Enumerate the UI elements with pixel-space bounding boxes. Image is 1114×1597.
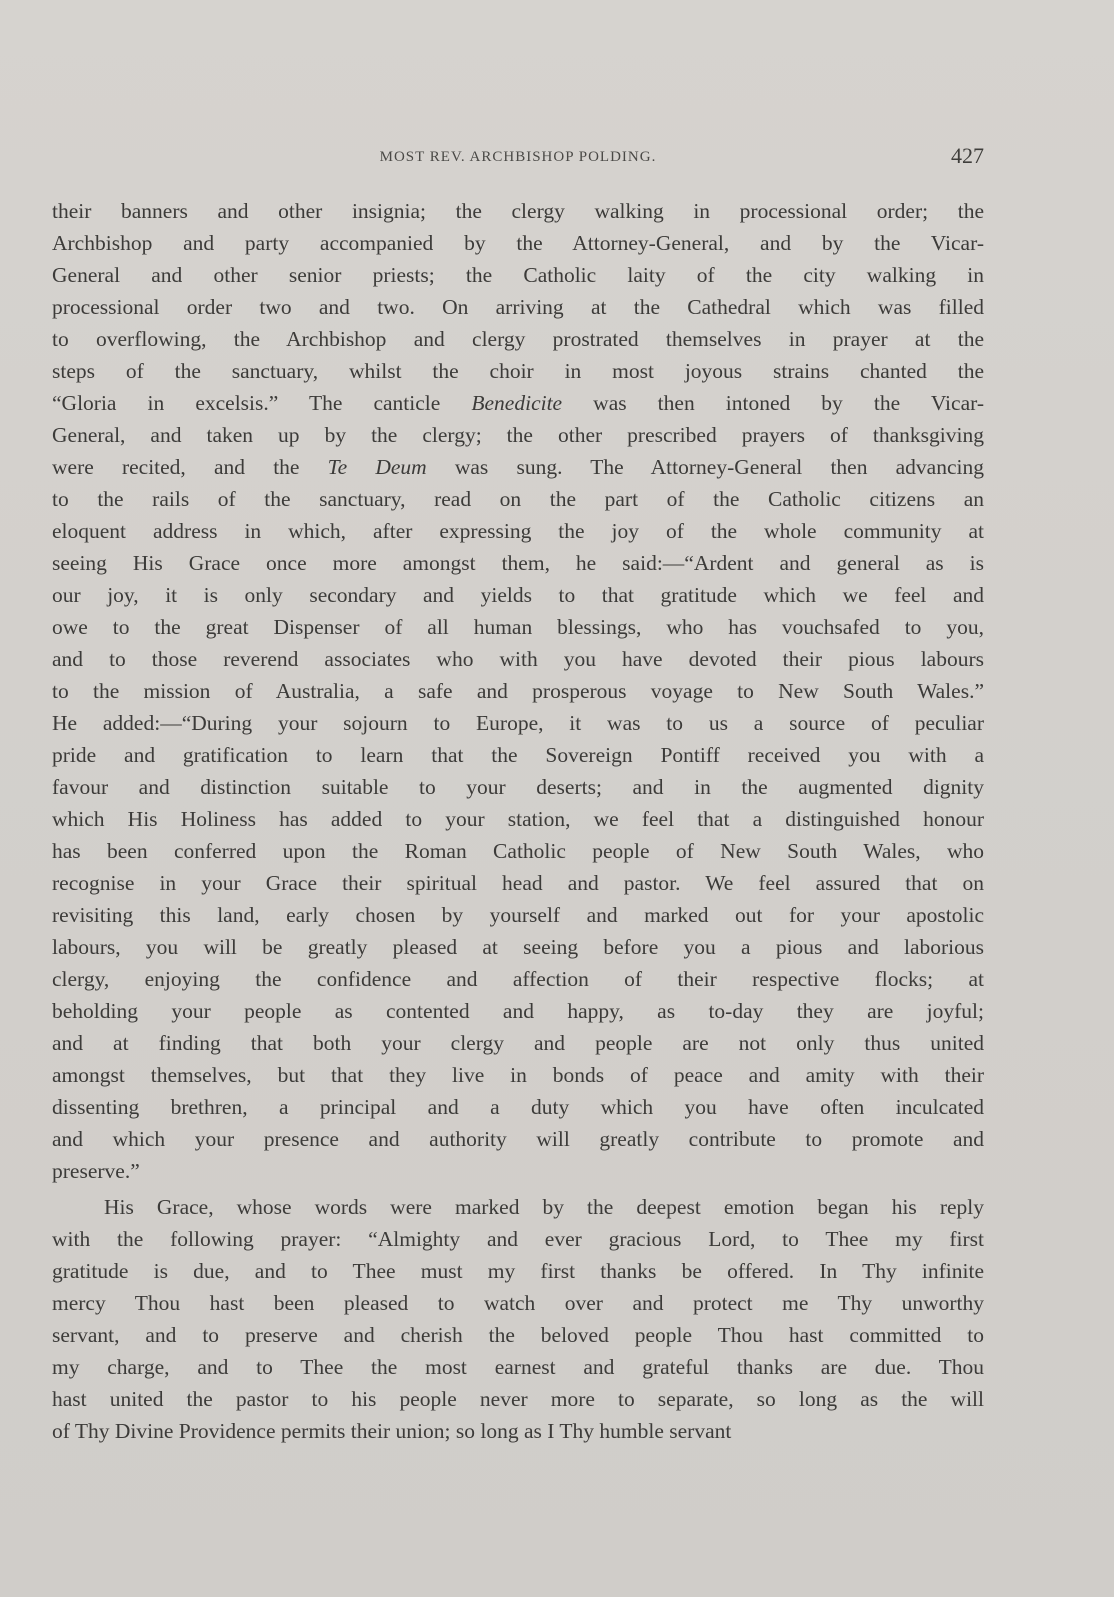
text-segment: to the mission of Australia, a safe and prosperous voyage to New South Wales.” (52, 679, 984, 703)
italic-phrase: Te Deum (327, 455, 427, 479)
text-line (52, 1415, 984, 1447)
text-line (52, 899, 984, 931)
text-segment: processional order two and two. On arriving at the Cathedral which was filled (52, 295, 984, 319)
text-line (52, 451, 984, 483)
body-text (52, 195, 984, 1447)
text-segment: of Thy Divine Providence permits their union; so long as I Thy humble servant (52, 1419, 732, 1443)
italic-phrase: Benedicite (471, 391, 563, 415)
text-line (52, 643, 984, 675)
text-line (52, 195, 984, 227)
text-segment: eloquent address in which, after expressing the joy of the whole community at (52, 519, 984, 543)
text-line (52, 419, 984, 451)
text-line (52, 259, 984, 291)
text-line (52, 1223, 984, 1255)
text-segment: which His Holiness has added to your station, we feel that a distinguished honour (52, 807, 984, 831)
text-line (52, 387, 984, 419)
text-segment: servant, and to preserve and cherish the beloved people Thou hast committed to (52, 1323, 984, 1347)
text-line (52, 963, 984, 995)
text-segment: Archbishop and party accompanied by the Attorney-General, and by the Vicar- (52, 231, 984, 255)
text-segment: dissenting brethren, a principal and a duty which you have often inculcated (52, 1095, 984, 1119)
text-segment: General and other senior priests; the Catholic laity of the city walking in (52, 263, 984, 287)
text-line (52, 739, 984, 771)
text-line (52, 483, 984, 515)
text-line (52, 1383, 984, 1415)
text-segment: favour and distinction suitable to your deserts; and in the augmented dignity (52, 775, 984, 799)
text-line (52, 227, 984, 259)
text-segment: their banners and other insignia; the clergy walking in processional order; the (52, 199, 984, 223)
text-line (52, 547, 984, 579)
text-segment: seeing His Grace once more amongst them, he said:—“Ardent and general as is (52, 551, 984, 575)
text-line (52, 995, 984, 1027)
text-line (52, 1191, 984, 1223)
text-segment: His Grace, whose words were marked by the deepest emotion began his reply (104, 1195, 984, 1219)
text-segment: General, and taken up by the clergy; the other prescribed prayers of thanksgiving (52, 423, 984, 447)
running-head (52, 143, 984, 171)
text-segment: He added:—“During your sojourn to Europe, it was to us a source of peculiar (52, 711, 984, 735)
text-segment: my charge, and to Thee the most earnest and grateful thanks are due. Thou (52, 1355, 984, 1379)
text-segment: gratitude is due, and to Thee must my first thanks be offered. In Thy infinite (52, 1259, 984, 1283)
text-segment: hast united the pastor to his people never more to separate, so long as the will (52, 1387, 984, 1411)
text-line (52, 1255, 984, 1287)
text-segment: recognise in your Grace their spiritual head and pastor. We feel assured that on (52, 871, 984, 895)
text-segment: and at finding that both your clergy and people are not only thus united (52, 1031, 984, 1055)
running-title: MOST REV. ARCHBISHOP POLDING. (379, 149, 657, 165)
text-line (52, 803, 984, 835)
text-segment: has been conferred upon the Roman Catholic people of New South Wales, who (52, 839, 984, 863)
text-segment: owe to the great Dispenser of all human blessings, who has vouchsafed to you, (52, 615, 984, 639)
text-line (52, 515, 984, 547)
text-segment: beholding your people as contented and happy, as to-day they are joyful; (52, 999, 984, 1023)
text-line (52, 1351, 984, 1383)
text-line (52, 1059, 984, 1091)
text-line (52, 867, 984, 899)
text-segment: clergy, enjoying the confidence and affection of their respective flocks; at (52, 967, 984, 991)
text-segment: with the following prayer: “Almighty and ever gracious Lord, to Thee my first (52, 1227, 984, 1251)
text-segment: our joy, it is only secondary and yields to that gratitude which we feel and (52, 583, 984, 607)
text-line (52, 291, 984, 323)
text-segment: and which your presence and authority will greatly contribute to promote and (52, 1127, 984, 1151)
text-segment: was then intoned by the Vicar- (562, 391, 984, 415)
text-line (52, 611, 984, 643)
text-segment: “Gloria in excelsis.” The canticle (52, 391, 472, 415)
paragraph (52, 1191, 984, 1447)
text-segment: steps of the sanctuary, whilst the choir in most joyous strains chanted the (52, 359, 984, 383)
text-line (52, 1319, 984, 1351)
text-segment: preserve.” (52, 1159, 140, 1183)
text-line (52, 771, 984, 803)
text-line (52, 355, 984, 387)
text-segment: were recited, and the (52, 455, 328, 479)
text-segment: was sung. The Attorney-General then advancing (426, 455, 984, 479)
text-line (52, 1027, 984, 1059)
text-segment: revisiting this land, early chosen by yourself and marked out for your apostolic (52, 903, 984, 927)
text-line (52, 835, 984, 867)
text-segment: and to those reverend associates who with you have devoted their pious labours (52, 647, 984, 671)
text-segment: amongst themselves, but that they live in bonds of peace and amity with their (52, 1063, 984, 1087)
text-line (52, 1287, 984, 1319)
page-number: 427 (951, 143, 984, 168)
text-line (52, 1091, 984, 1123)
text-segment: labours, you will be greatly pleased at seeing before you a pious and laborious (52, 935, 984, 959)
text-segment: to the rails of the sanctuary, read on the part of the Catholic citizens an (52, 487, 984, 511)
text-line (52, 1155, 984, 1187)
text-line (52, 579, 984, 611)
text-line (52, 323, 984, 355)
text-line (52, 1123, 984, 1155)
text-segment: to overflowing, the Archbishop and clergy prostrated themselves in prayer at the (52, 327, 984, 351)
text-line (52, 707, 984, 739)
text-segment: pride and gratification to learn that the Sovereign Pontiff received you with a (52, 743, 984, 767)
text-line (52, 675, 984, 707)
text-segment: mercy Thou hast been pleased to watch over and protect me Thy unworthy (52, 1291, 984, 1315)
paragraph (52, 195, 984, 1187)
text-line (52, 931, 984, 963)
